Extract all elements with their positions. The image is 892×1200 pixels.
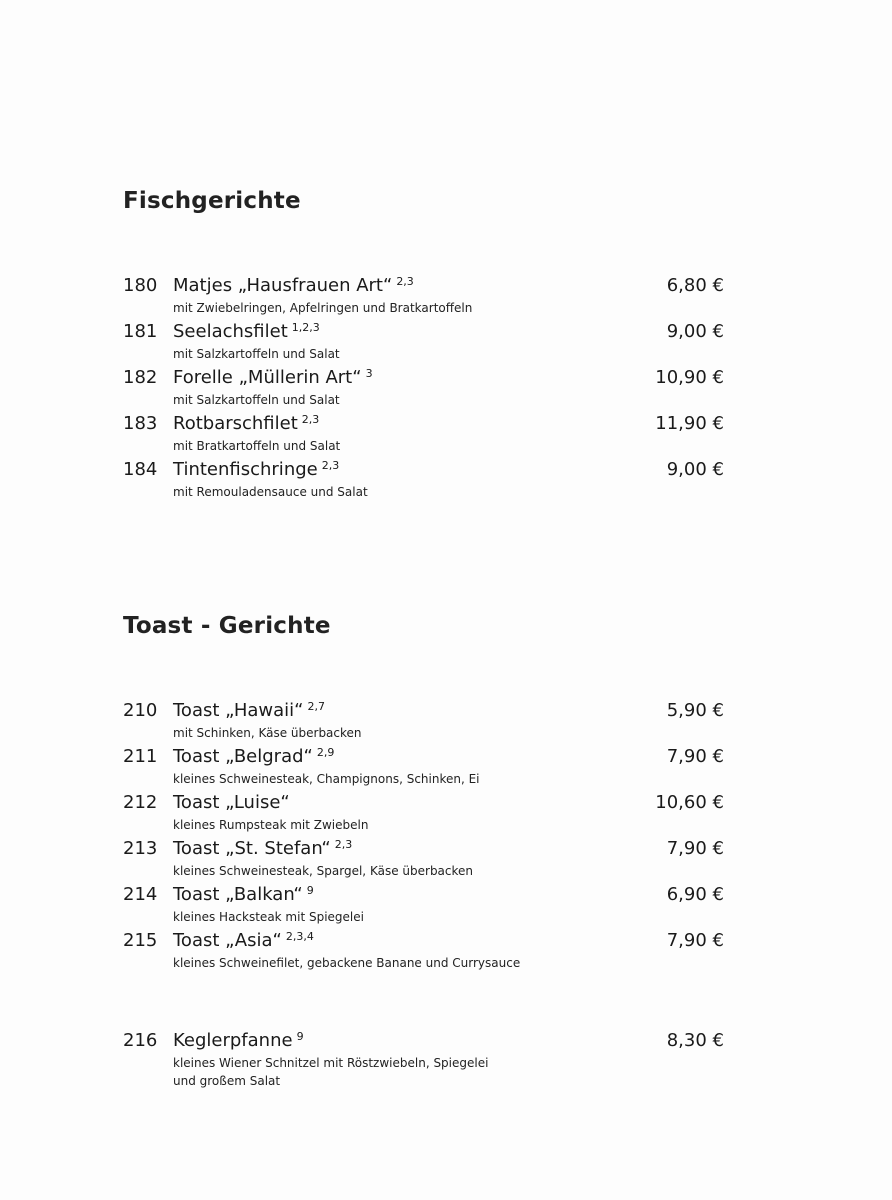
item-price: 9,00 € <box>666 321 724 342</box>
item-price: 10,60 € <box>655 792 724 813</box>
item-price: 8,30 € <box>666 1030 724 1051</box>
item-price: 10,90 € <box>655 367 724 388</box>
item-description: mit Remouladensauce und Salat <box>173 485 368 499</box>
allergen-codes: 2,3,4 <box>285 930 314 943</box>
item-name: Tintenfischringe $^{2,3}$ <box>173 459 340 480</box>
item-number: 215 <box>123 930 158 951</box>
item-name: Seelachsfilet $^{1,2,3}$ <box>173 321 320 342</box>
item-name: Toast „Belgrad“ $^{2,9}$ <box>173 746 335 767</box>
item-description: mit Salzkartoffeln und Salat <box>173 393 340 407</box>
item-number: 212 <box>123 792 158 813</box>
item-name: Toast „Luise“ <box>173 792 290 813</box>
item-description: kleines Wiener Schnitzel mit Röstzwiebeln, Spiegelei und großem Salat <box>173 1056 489 1088</box>
item-number: 182 <box>123 367 158 388</box>
item-description: mit Zwiebelringen, Apfelringen und Bratkartoffeln <box>173 301 473 315</box>
allergen-codes: 2,3 <box>321 459 340 472</box>
allergen-codes: 2,3 <box>396 275 414 288</box>
item-number: 214 <box>123 884 158 905</box>
item-description: kleines Hacksteak mit Spiegelei <box>173 910 364 924</box>
section-title-toast-gerichte: Toast - Gerichte <box>123 613 331 639</box>
item-name: Toast „St. Stefan“ $^{2,3}$ <box>173 838 353 859</box>
item-description: mit Bratkartoffeln und Salat <box>173 439 341 453</box>
item-description: kleines Schweinesteak, Spargel, Käse überbacken <box>173 864 474 878</box>
item-name: Toast „Balkan“ $^9$ <box>173 884 314 905</box>
item-price: 11,90 € <box>655 413 724 434</box>
item-description: mit Schinken, Käse überbacken <box>173 726 362 740</box>
allergen-codes: 2,7 <box>307 700 325 713</box>
allergen-codes: 2,3 <box>301 413 320 426</box>
item-price: 6,80 € <box>666 275 724 296</box>
item-name: Toast „Asia“ $^{2,3,4}$ <box>173 930 314 951</box>
allergen-codes: 2,3 <box>334 838 353 851</box>
item-description: kleines Rumpsteak mit Zwiebeln <box>173 818 369 832</box>
item-name: Toast „Hawaii“ $^{2,7}$ <box>173 700 325 721</box>
item-name: Keglerpfanne $^9$ <box>173 1030 304 1051</box>
item-number: 216 <box>123 1030 158 1051</box>
item-name: Rotbarschfilet $^{2,3}$ <box>173 413 320 434</box>
item-price: 9,00 € <box>666 459 724 480</box>
item-price: 7,90 € <box>666 930 724 951</box>
item-number: 210 <box>123 700 158 721</box>
allergen-codes: 9 <box>296 1030 304 1043</box>
item-description: kleines Schweinefilet, gebackene Banane und Currysauce <box>173 956 521 970</box>
item-name: Forelle „Müllerin Art“ $^3$ <box>173 367 373 388</box>
item-number: 184 <box>123 459 158 480</box>
allergen-codes: 2,9 <box>316 746 335 759</box>
item-number: 181 <box>123 321 158 342</box>
item-description: mit Salzkartoffeln und Salat <box>173 347 340 361</box>
item-price: 5,90 € <box>666 700 724 721</box>
item-description: kleines Schweinesteak, Champignons, Schinken, Ei <box>173 772 480 786</box>
item-number: 211 <box>123 746 158 767</box>
allergen-codes: 1,2,3 <box>291 321 320 334</box>
item-price: 7,90 € <box>666 746 724 767</box>
item-number: 180 <box>123 275 158 296</box>
item-price: 6,90 € <box>666 884 724 905</box>
allergen-codes: 9 <box>306 884 314 897</box>
item-number: 183 <box>123 413 158 434</box>
allergen-codes: 3 <box>365 367 373 380</box>
section-title-fischgerichte: Fischgerichte <box>123 188 301 214</box>
item-price: 7,90 € <box>666 838 724 859</box>
item-number: 213 <box>123 838 158 859</box>
item-name: Matjes „Hausfrauen Art“ $^{2,3}$ <box>173 275 414 296</box>
